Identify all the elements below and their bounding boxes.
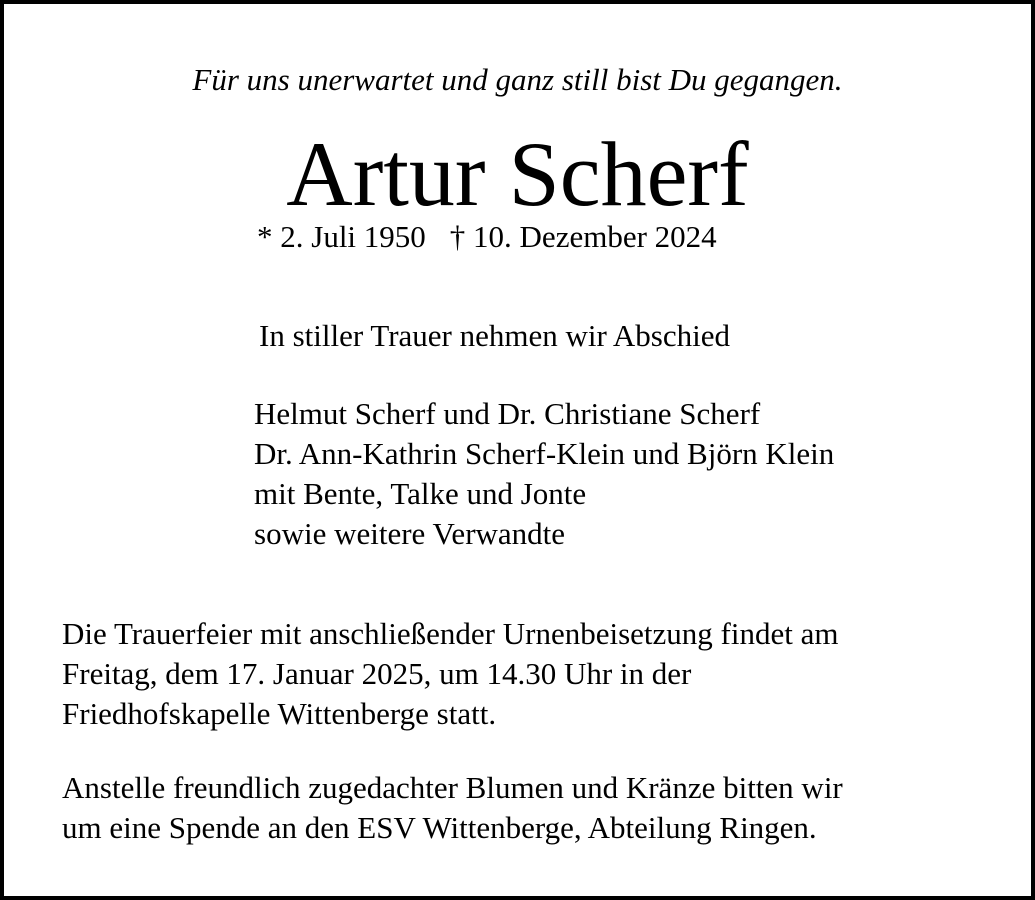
- life-dates: [257, 217, 717, 257]
- ceremony-line: Freitag, dem 17. Januar 2025, um 14.30 Uhr in der: [62, 656, 692, 691]
- ceremony-paragraph: [62, 614, 1002, 734]
- family-line: mit Bente, Talke und Jonte: [254, 476, 587, 511]
- family-line: sowie weitere Verwandte: [254, 516, 566, 551]
- intro-line: Für uns unerwartet und ganz still bist Du gegangen.: [192, 62, 843, 97]
- deceased-name: Artur Scherf: [286, 123, 749, 225]
- donation-line: Anstelle freundlich zugedachter Blumen und Kränze bitten wir: [62, 770, 843, 805]
- ceremony-line: Friedhofskapelle Wittenberge statt.: [62, 696, 497, 731]
- family-line: Dr. Ann-Kathrin Scherf-Klein und Björn Klein: [254, 436, 835, 471]
- donation-paragraph: [62, 768, 1002, 848]
- family-list: [254, 394, 834, 554]
- birth-date: * 2. Juli 1950: [257, 219, 426, 254]
- family-line: Helmut Scherf und Dr. Christiane Scherf: [254, 396, 761, 431]
- donation-line: um eine Spende an den ESV Wittenberge, Abteilung Ringen.: [62, 810, 817, 845]
- mourning-line: In stiller Trauer nehmen wir Abschied: [259, 318, 730, 353]
- ceremony-line: Die Trauerfeier mit anschließender Urnenbeisetzung findet am: [62, 616, 839, 651]
- death-date: † 10. Dezember 2024: [449, 219, 717, 254]
